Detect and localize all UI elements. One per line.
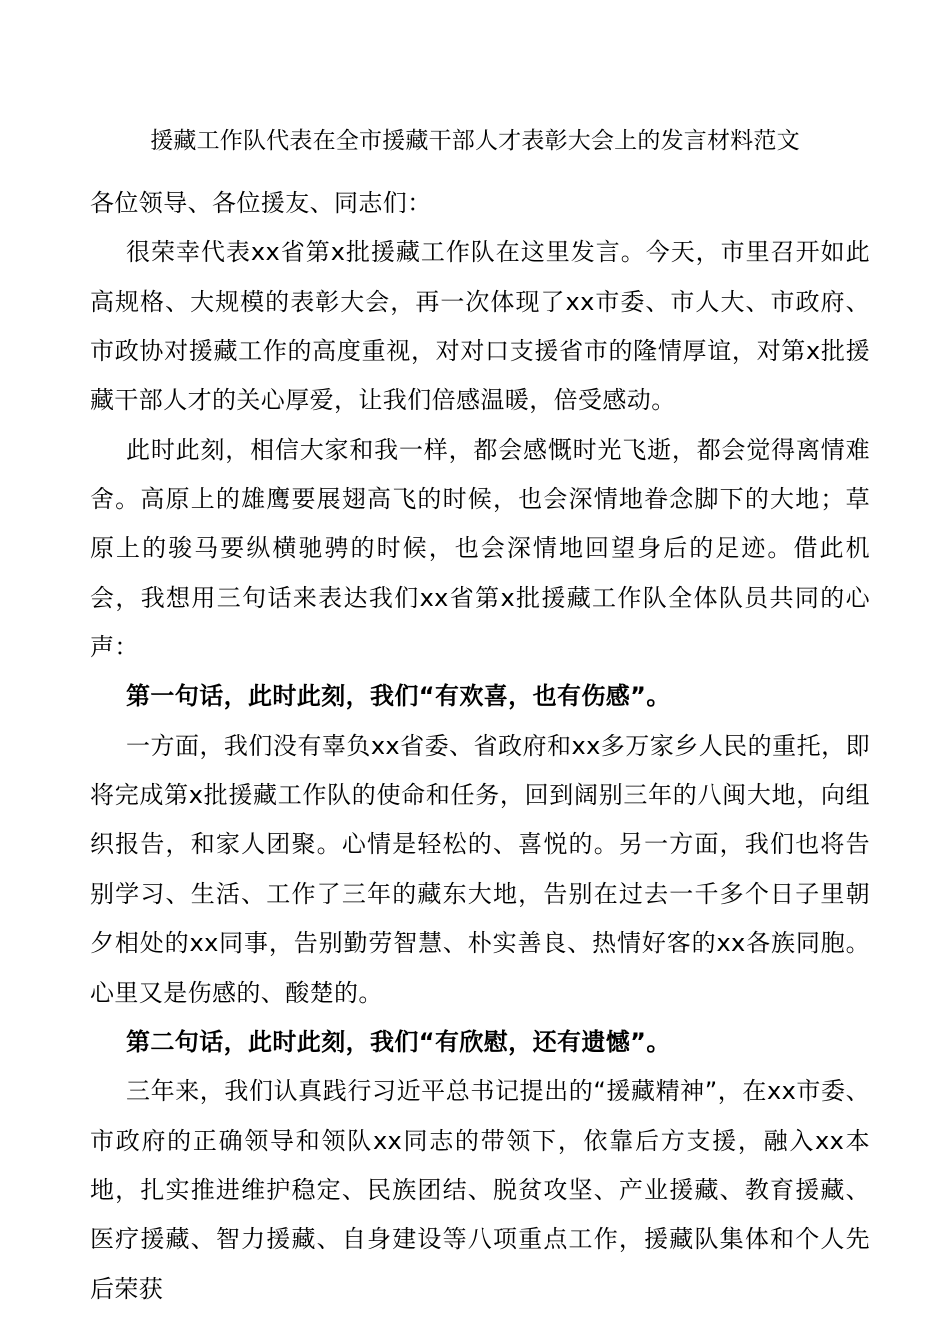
salutation: 各位领导、各位援友、同志们： — [90, 189, 432, 217]
paragraph-three-years: 三年来，我们认真践行习近平总书记提出的“援藏精神”，在xx市委、市政府的正确领导和领队xx同志的带领下，依靠后方支援，融入xx本地，扎实推进维护稳定、民族团结、脱贫攻坚、产业援藏、教育援藏、医疗援藏、智力援藏、自身建设等八项重点工作，援藏队集体和个人先后荣获 — [90, 1077, 870, 1303]
paragraph-moment: 此时此刻，相信大家和我一样，都会感慨时光飞逝，都会觉得离情难舍。高原上的雄鹰要展翅高飞的时候，也会深情地眷念脚下的大地；草原上的骏马要纵横驰骋的时候，也会深情地回望身后的足迹。借此机会，我想用三句话来表达我们xx省第x批援藏工作队全体队员共同的心声： — [90, 435, 870, 662]
section-heading-second: 第二句话，此时此刻，我们“有欣慰，还有遗憾”。 — [126, 1027, 671, 1056]
paragraph-joy-sorrow: 一方面，我们没有辜负xx省委、省政府和xx多万家乡人民的重托，即将完成第x批援藏工作队的使命和任务，回到阔别三年的八闽大地，向组织报告，和家人团聚。心情是轻松的、喜悦的。另一方面，我们也将告别学习、生活、工作了三年的藏东大地，告别在过去一千多个日子里朝夕相处的xx同事，告别勤劳智慧、朴实善良、热情好客的xx各族同胞。心里又是伤感的、酸楚的。 — [90, 731, 870, 1007]
section-heading-first: 第一句话，此时此刻，我们“有欢喜，也有伤感”。 — [126, 682, 671, 711]
document-title: 援藏工作队代表在全市援藏干部人才表彰大会上的发言材料范文 — [150, 128, 800, 154]
document-body — [90, 179, 870, 1314]
paragraph-opening: 很荣幸代表xx省第x批援藏工作队在这里发言。今天，市里召开如此高规格、大规模的表彰大会，再一次体现了xx市委、市人大、市政府、市政协对援藏工作的高度重视，对对口支援省市的隆情厚谊，对第x批援藏干部人才的关心厚爱，让我们倍感温暖，倍受感动。 — [90, 238, 870, 415]
